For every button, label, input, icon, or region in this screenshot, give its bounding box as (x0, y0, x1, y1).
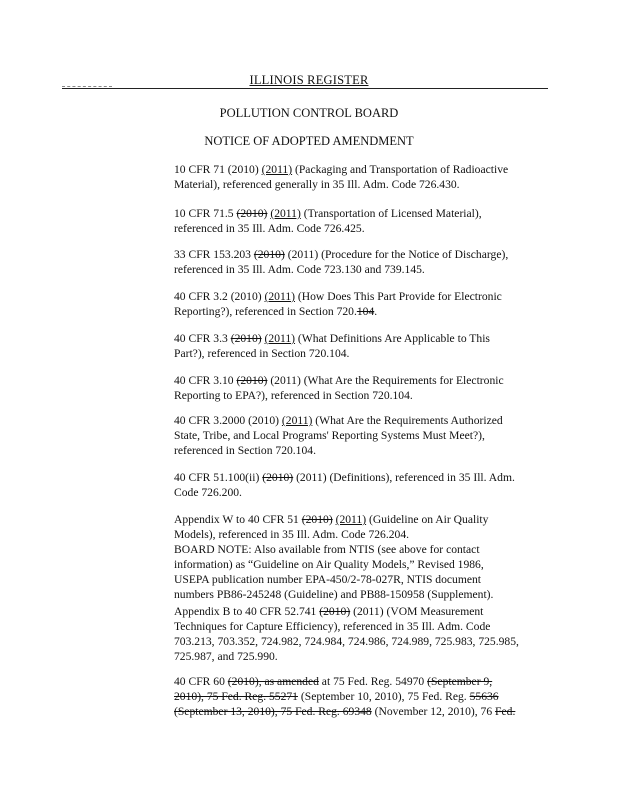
board-note: BOARD NOTE: Also available from NTIS (see above for contact (174, 543, 480, 556)
cfr-entry-10-cfr-71-5: 10 CFR 71.5 (2010) (2011) (Transportation of Licensed Material), referenced in 35 Ill. Adm. Code 726.425. (174, 207, 482, 235)
cfr-entry-40-cfr-60: 40 CFR 60 (2010), as amended at 75 Fed. Reg. 54970 (September 9, 2010), 75 Fed. Reg. 55271 (September 10, 2010), 75 Fed. Reg. 55636 (September 13, 2010), 75 Fed. Reg. 69348 (November 12, 2010), 76 Fed. (174, 675, 516, 718)
cfr-entry-40-cfr-3-2000: 40 CFR 3.2000 (2010) (2011) (What Are the Requirements Authorized State, Tribe, and Local Programs' Reporting Systems Must Meet?), referenced in Section 720.104. (174, 414, 503, 457)
cfr-entry-40-cfr-3-3: 40 CFR 3.3 (2010) (2011) (What Definitions Are Applicable to This Part?), referenced in Section 720.104. (174, 332, 490, 360)
cfr-entry-40-cfr-51-100: 40 CFR 51.100(ii) (2010) (2011) (Definitions), referenced in 35 Ill. Adm. Code 726.200. (174, 471, 515, 499)
cfr-entry-40-cfr-3-2: 40 CFR 3.2 (2010) (2011) (How Does This Part Provide for Electronic Reporting?), referenced in Section 720.104. (174, 290, 502, 318)
board-heading: POLLUTION CONTROL BOARD (219, 106, 399, 120)
register-title: ILLINOIS REGISTER (249, 73, 369, 87)
cfr-entry-appendix-b-40-cfr-52-741: Appendix B to 40 CFR 52.741 (2010) (2011) (VOM Measurement Techniques for Capture Efficiency), referenced in 35 Ill. Adm. Code 703.213, 703.352, 724.982, 724.984, 724.986, 724.989, 725.983, 725.985, 725.987, and 725.990. (174, 605, 519, 663)
cfr-entry-10-cfr-71: 10 CFR 71 (2010) (2011) (Packaging and Transportation of Radioactive Material), referenced generally in 35 Ill. Adm. Code 726.430. (174, 163, 509, 191)
notice-heading: NOTICE OF ADOPTED AMENDMENT (204, 134, 414, 148)
cfr-entry-40-cfr-3-10: 40 CFR 3.10 (2010) (2011) (What Are the Requirements for Electronic Reporting to EPA?), referenced in Section 720.104. (174, 374, 504, 402)
cfr-entry-appendix-w-40-cfr-51: Appendix W to 40 CFR 51 (2010) (2011) (Guideline on Air Quality Models), referenced in 35 Ill. Adm. Code 726.204. BOARD NOTE: Also available from NTIS (see above for contact information) as “Guideline on Air Quality Models,” Revised 1986, USEPA publication number EPA-450/2-78-027R, NTIS document numbers PB86-245248 (Guideline) and PB88-150958 (Supplement). (174, 512, 544, 602)
cfr-entry-33-cfr-153-203: 33 CFR 153.203 (2010) (2011) (Procedure for the Notice of Discharge), referenced in 35 Ill. Adm. Code 723.130 and 739.145. (174, 248, 509, 276)
header-rule (62, 88, 548, 89)
